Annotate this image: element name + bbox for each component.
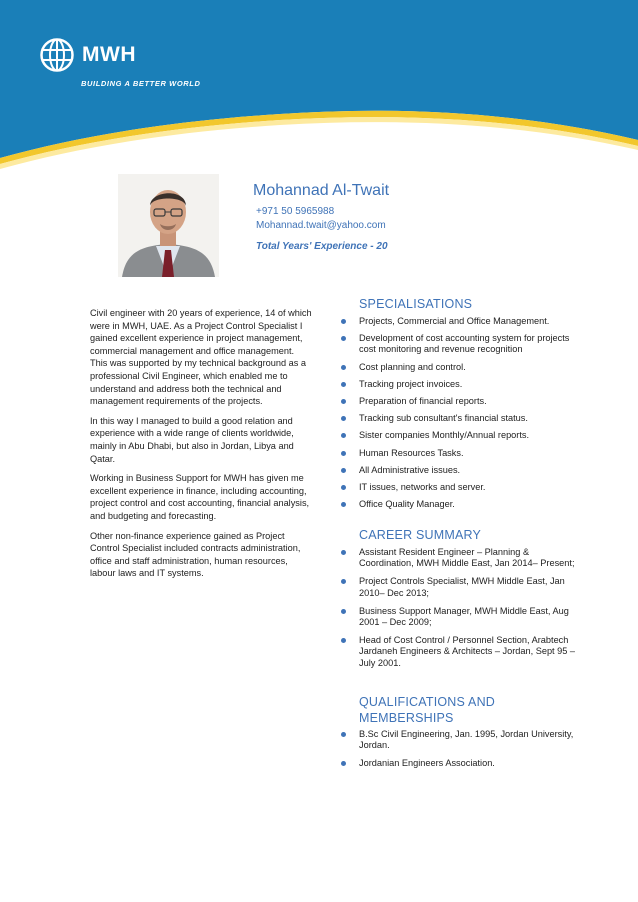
bio-paragraph: Working in Business Support for MWH has given me excellent experience in finance, including accounting, project control and cost accounting, financial analysis, and budgeting and forecasting.	[90, 473, 310, 521]
list-item: Tracking project invoices.	[340, 379, 580, 390]
qualifications-title: QUALIFICATIONS AND MEMBERSHIPS	[359, 695, 496, 725]
bullet-icon	[341, 399, 346, 404]
tagline: BUILDING A BETTER WORLD	[81, 79, 201, 88]
list-item: Jordanian Engineers Association.	[340, 758, 580, 769]
list-item: Development of cost accounting system for projects cost monitoring and revenue recognition	[340, 333, 580, 355]
bullet-icon	[341, 451, 346, 456]
bullet-icon	[341, 761, 346, 766]
mwh-logo	[40, 38, 136, 72]
bullet-icon	[341, 732, 346, 737]
bio-section	[90, 307, 312, 587]
specialisations-list	[340, 316, 580, 516]
bullet-icon	[341, 382, 346, 387]
list-item: Assistant Resident Engineer – Planning & Coordination, MWH Middle East, Jan 2014– Present;	[340, 547, 580, 569]
bullet-icon	[341, 336, 346, 341]
profile-photo	[118, 174, 219, 277]
list-item: Cost planning and control.	[340, 362, 580, 373]
career-summary-list	[340, 547, 580, 676]
list-item: All Administrative issues.	[340, 465, 580, 476]
list-item: Projects, Commercial and Office Management.	[340, 316, 580, 327]
bio-paragraph: Other non-finance experience gained as Project Control Specialist included contracts administration, office and staff administration, human resources, labour laws and IT systems.	[90, 530, 301, 579]
list-item: Head of Cost Control / Personnel Section, Arabtech Jardaneh Engineers & Architects – Jordan, Sept 95 – July 2001.	[340, 635, 580, 669]
bullet-icon	[341, 365, 346, 370]
email-address[interactable]: Mohannad.twait@yahoo.com	[256, 220, 386, 231]
bio-paragraph: Civil engineer with 20 years of experience, 14 of which were in MWH, UAE. As a Project Control Specialist I gained excellent experience in project management, commercial management and office management. This was supported by my technical background as a professional Civil Engineer, which enabled me to understand and address both the technical and management requirements of the projects.	[90, 308, 312, 407]
bullet-icon	[341, 468, 346, 473]
bullet-icon	[341, 485, 346, 490]
logo-text: MWH	[82, 43, 136, 66]
globe-icon	[40, 38, 74, 72]
bio-paragraph: In this way I managed to build a good relation and experience with a wide range of clients worldwide, mainly in Abu Dhabi, but also in Jordan, Libya and Qatar.	[90, 415, 294, 464]
total-experience: Total Years' Experience - 20	[256, 241, 388, 252]
bullet-icon	[341, 319, 346, 324]
list-item: Sister companies Monthly/Annual reports.	[340, 430, 580, 441]
person-name: Mohannad Al-Twait	[253, 182, 390, 199]
list-item: IT issues, networks and server.	[340, 482, 580, 493]
list-item: Project Controls Specialist, MWH Middle East, Jan 2010– Dec 2013;	[340, 576, 580, 598]
list-item: Preparation of financial reports.	[340, 396, 580, 407]
list-item: B.Sc Civil Engineering, Jan. 1995, Jordan University, Jordan.	[340, 729, 580, 751]
list-item: Human Resources Tasks.	[340, 448, 580, 459]
bullet-icon	[341, 416, 346, 421]
list-item: Business Support Manager, MWH Middle East, Aug 2001 – Dec 2009;	[340, 606, 580, 628]
bullet-icon	[341, 502, 346, 507]
qualifications-list	[340, 729, 580, 777]
phone-number: +971 50 5965988	[256, 206, 335, 217]
list-item: Office Quality Manager.	[340, 499, 580, 510]
specialisations-title: SPECIALISATIONS	[359, 297, 473, 311]
bullet-icon	[341, 579, 346, 584]
bullet-icon	[341, 433, 346, 438]
career-summary-title: CAREER SUMMARY	[359, 528, 482, 542]
list-item: Tracking sub consultant's financial status.	[340, 413, 580, 424]
bullet-icon	[341, 638, 346, 643]
bullet-icon	[341, 609, 346, 614]
bullet-icon	[341, 550, 346, 555]
